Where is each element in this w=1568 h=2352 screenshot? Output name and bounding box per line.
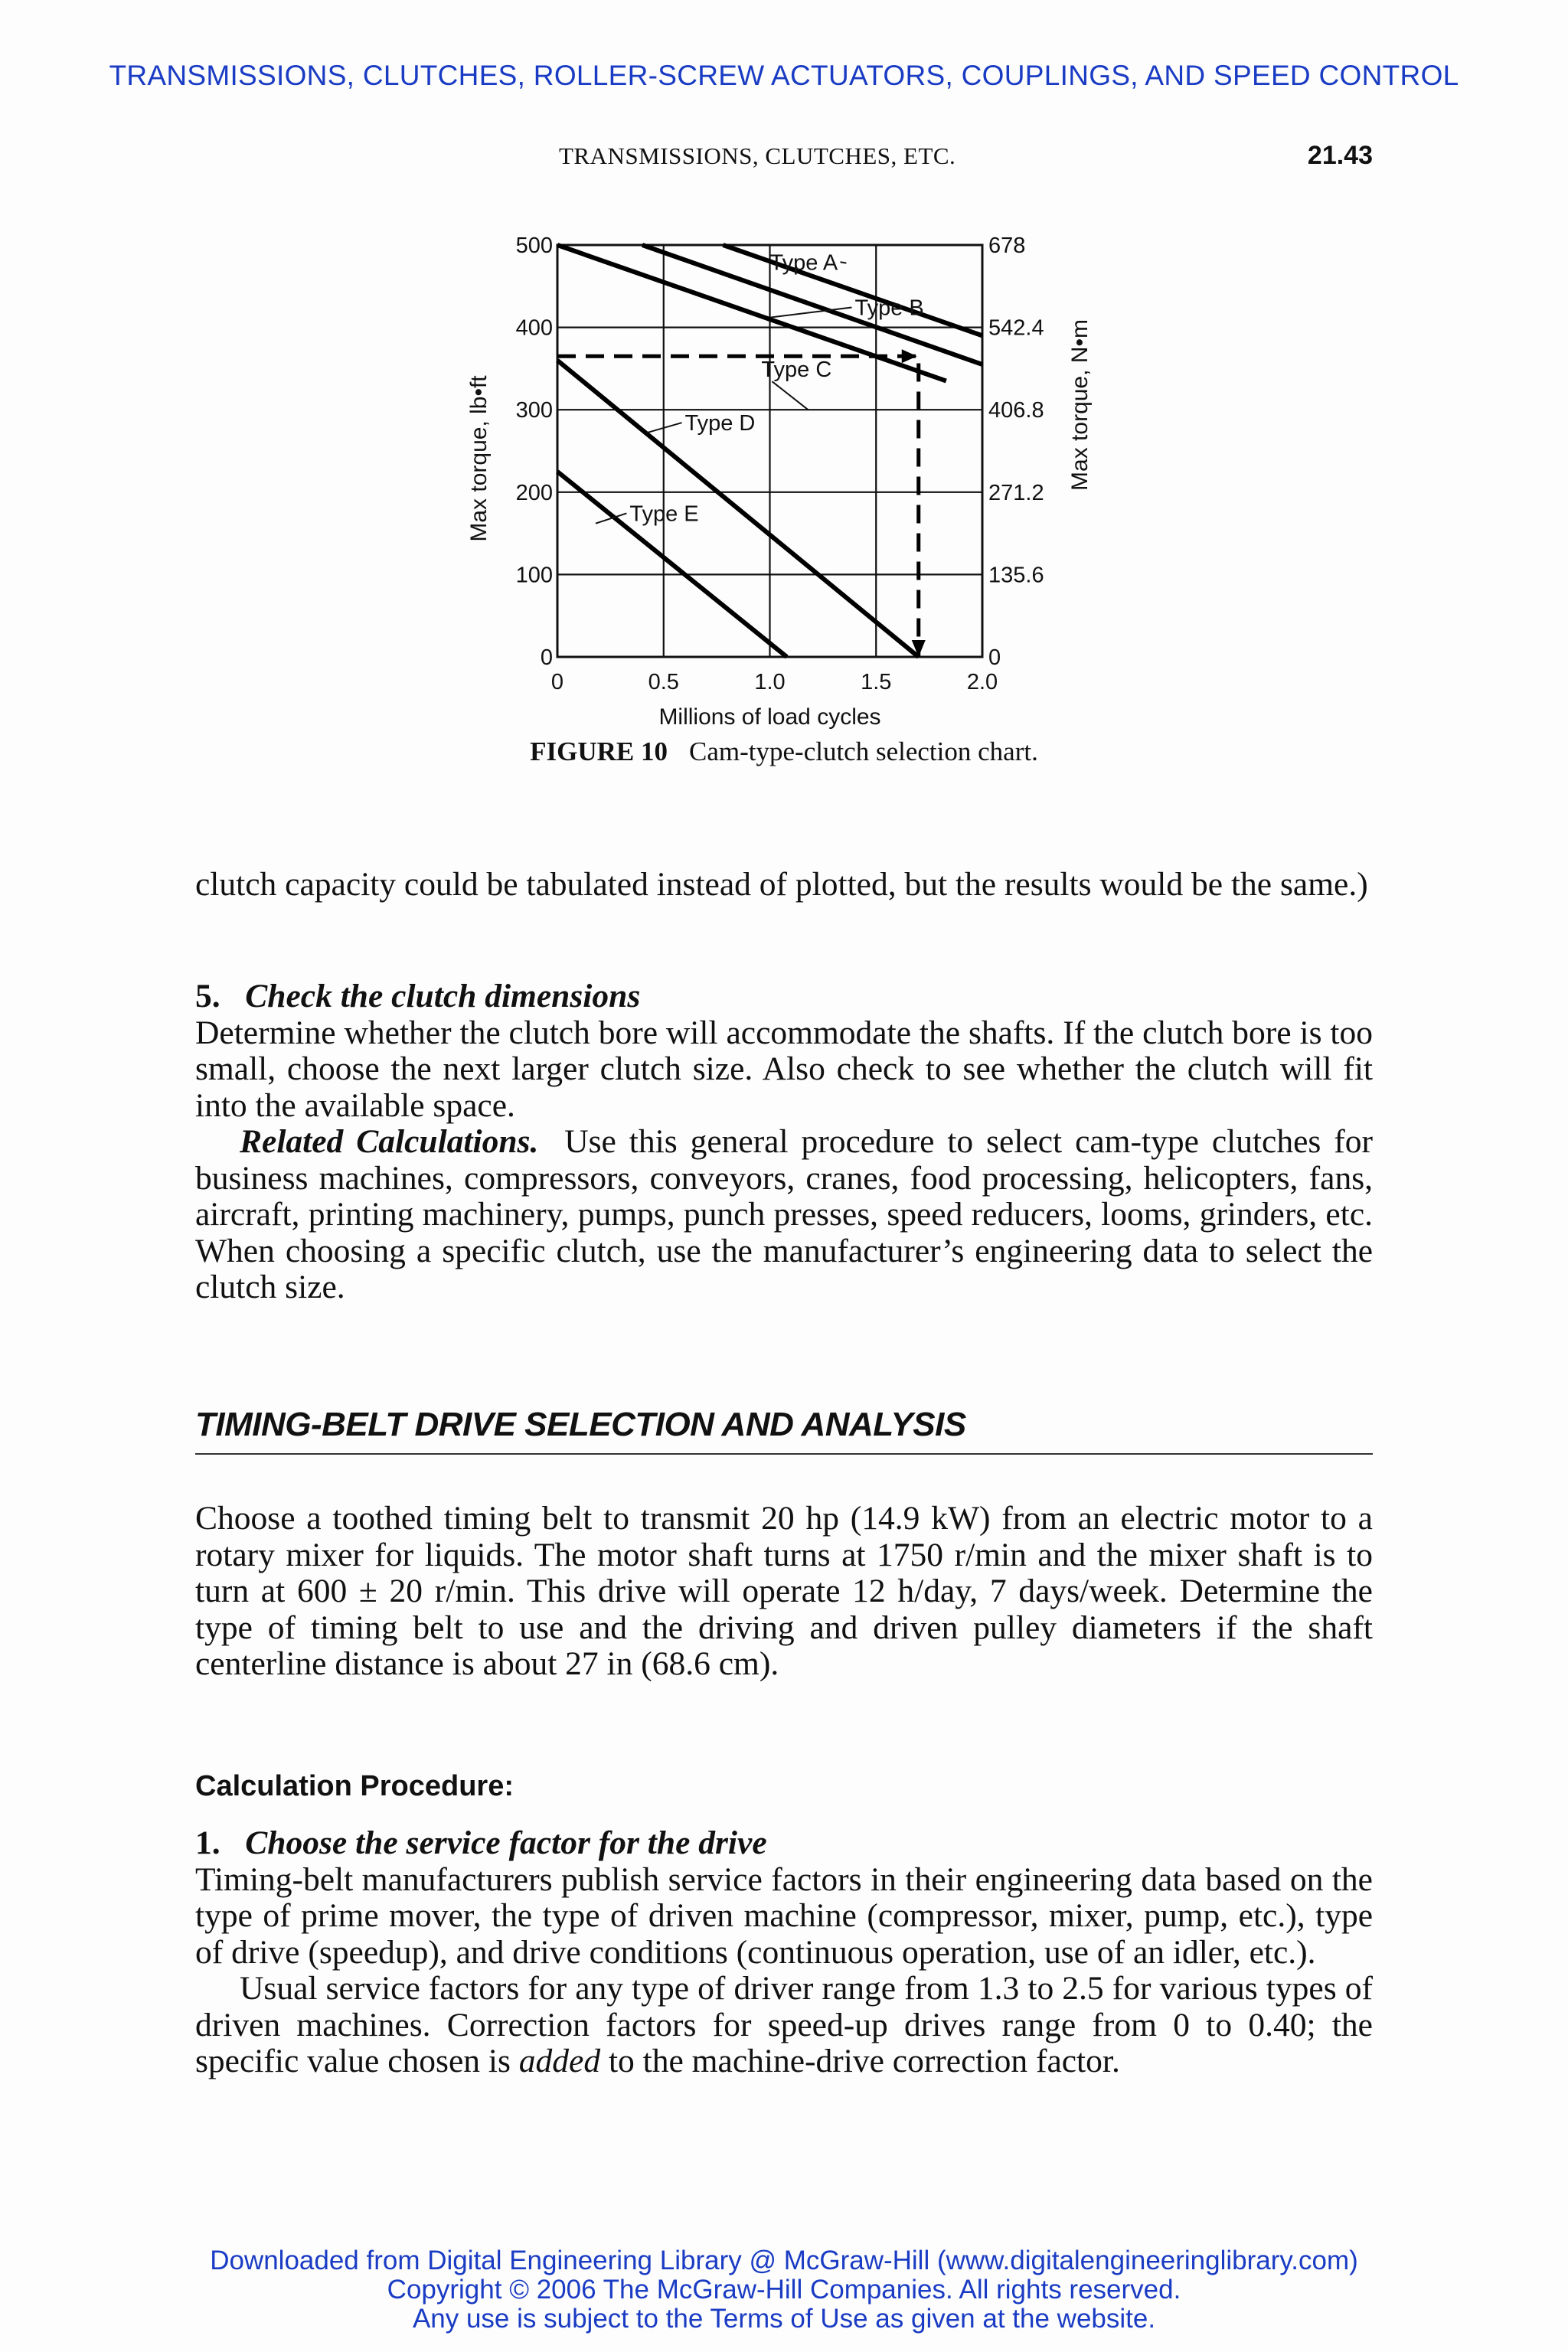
series-pointer-type-c: [772, 381, 808, 410]
related-calculations: [195, 1124, 1373, 1306]
x-tick-label: 1.5: [861, 670, 892, 694]
step-1-title: Choose the service factor for the drive: [245, 1824, 767, 1861]
step-5-title: Check the clutch dimensions: [245, 978, 641, 1014]
figure-caption-text: Cam-type-clutch selection chart.: [689, 737, 1038, 766]
step-1-text-2-emphasis: added: [518, 2043, 601, 2079]
y-right-tick-label: 678: [988, 234, 1026, 258]
related-calculations-text: Use this general procedure to select cam-type clutches for business machines, compressors, conveyors, cranes, food processing, helicopters, fans, aircraft, printing machinery, pumps, punch presses, speed reducers, looms, grinders, etc. When choosing a specific clutch, use the manufacturer’s engineering data to select the clutch size.: [195, 1123, 1374, 1305]
x-tick-label: 0: [550, 670, 564, 694]
y-right-tick-label: 271.2: [988, 480, 1044, 505]
series-line-type-e: [557, 472, 787, 657]
calculation-procedure-heading: Calculation Procedure:: [195, 1770, 514, 1802]
step-1-text-2a: Usual service factors for any type of driver range from 1.3 to 2.5 for various types of driven machines. Correction factors for speed-up drives range from 0 to 0.40; the specific value chosen is: [195, 1970, 1373, 2079]
section-title: TIMING-BELT DRIVE SELECTION AND ANALYSIS: [195, 1406, 1373, 1455]
problem-statement-block: [195, 1501, 1373, 1683]
series-line-type-a: [723, 245, 982, 335]
x-axis-label: Millions of load cycles: [658, 704, 881, 730]
dashed-arrowhead: [902, 349, 917, 363]
series-label-type-b: Type B: [854, 296, 924, 321]
step-5-number: 5.: [195, 978, 220, 1014]
y-tick-label: 300: [515, 398, 553, 423]
x-tick-label: 0.5: [648, 670, 679, 694]
y-right-tick-label: 406.8: [988, 398, 1044, 423]
step-5-block: [195, 978, 1373, 1306]
step-1-text-2: [195, 1971, 1373, 2080]
y-tick-label: 200: [515, 480, 553, 505]
step-5-heading: [195, 978, 1373, 1015]
page-number: 21.43: [1307, 141, 1373, 170]
y-right-tick-label: 135.6: [988, 563, 1044, 588]
step-1-text: Timing-belt manufacturers publish service factors in their engineering data based on the type of prime mover, the type of driven machine (compressor, mixer, pump, etc.), type of drive (speedup), and drive conditions (continuous operation, use of an idler, etc.).: [195, 1860, 1373, 1971]
series-label-type-e: Type E: [629, 501, 699, 527]
body-continued: [195, 867, 1373, 903]
x-tick-label: 1.0: [754, 670, 786, 694]
footer-line-1: Downloaded from Digital Engineering Library @ McGraw-Hill (www.digitalengineeringlibrary.com): [210, 2246, 1358, 2275]
download-footer: [0, 2246, 1568, 2334]
x-tick-label: 2.0: [966, 670, 998, 694]
problem-statement: Choose a toothed timing belt to transmit 20 hp (14.9 kW) from an electric motor to a rotary mixer for liquids. The motor shaft turns at 1750 r/min and the mixer shaft is to turn at 600 ± 20 r/min. This drive will operate 12 h/day, 7 days/week. Determine the type of timing belt to use and the driving and driven pulley diameters if the shaft centerline distance is about 27 in (68.6 cm).: [195, 1500, 1373, 1682]
series-line-type-d: [557, 361, 919, 657]
series-pointer-type-a: [841, 262, 847, 263]
y-right-tick-label: 542.4: [988, 315, 1044, 341]
figure-caption: [0, 737, 1568, 767]
series-label-type-d: Type D: [684, 411, 756, 436]
y-tick-label: 0: [540, 645, 553, 670]
running-head: TRANSMISSIONS, CLUTCHES, ETC.: [559, 142, 956, 169]
step-1-number: 1.: [195, 1824, 220, 1861]
figure-label: FIGURE 10: [530, 737, 668, 766]
y-tick-label: 500: [515, 234, 553, 258]
footer-line-2: Copyright © 2006 The McGraw-Hill Companies. All rights reserved.: [387, 2275, 1181, 2305]
y-tick-label: 100: [515, 563, 553, 588]
related-calculations-label: Related Calculations.: [240, 1123, 539, 1160]
step-1-text-2b: to the machine-drive correction factor.: [608, 2043, 1120, 2079]
step-1-block: [195, 1825, 1373, 2080]
step-1-heading: [195, 1825, 1373, 1862]
series-label-type-c: Type C: [761, 358, 832, 383]
series-label-type-a: Type A: [769, 250, 838, 276]
footer-line-3: Any use is subject to the Terms of Use as given at the website.: [412, 2304, 1156, 2334]
y-axis-label: Max torque, lb•ft: [466, 375, 492, 542]
y-right-tick-label: 0: [988, 645, 1001, 670]
document-banner: TRANSMISSIONS, CLUTCHES, ROLLER-SCREW ACTUATORS, COUPLINGS, AND SPEED CONTROL: [109, 60, 1459, 91]
y-tick-label: 400: [515, 315, 553, 341]
step-5-text: Determine whether the clutch bore will accommodate the shafts. If the clutch bore is too small, choose the next larger clutch size. Also check to see whether the clutch will fit into the available space.: [195, 1014, 1373, 1124]
y-axis-right-label: Max torque, N•m: [1067, 319, 1093, 491]
paragraph-continued: clutch capacity could be tabulated instead of plotted, but the results would be the same.): [195, 866, 1368, 903]
clutch-selection-chart: [452, 222, 1093, 730]
